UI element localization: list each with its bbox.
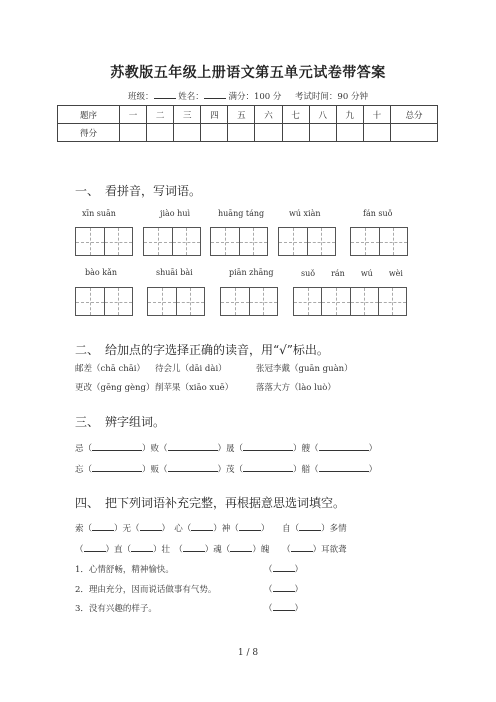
score-cell[interactable] (391, 124, 438, 142)
score-cell[interactable] (228, 124, 255, 142)
answer-blank[interactable] (273, 562, 295, 572)
score-cell[interactable] (120, 124, 147, 142)
char-label: ）贩（ (142, 465, 168, 475)
answer-blank[interactable] (243, 462, 293, 472)
answer-blank[interactable] (291, 542, 313, 552)
pinyin-label: suǒ rán wú wèi (301, 269, 403, 278)
reading-item[interactable]: 邮差（chā chāi） (75, 364, 146, 374)
reading-item[interactable]: 削苹果（xiāo xuē） (155, 383, 234, 393)
answer-blank[interactable] (273, 582, 295, 592)
score-header: 十 (363, 106, 390, 124)
pinyin-label: xīn suān (82, 209, 116, 218)
writing-grid[interactable] (147, 287, 205, 316)
answer-blank[interactable] (239, 521, 261, 531)
answer-blank[interactable] (230, 542, 252, 552)
answer-blank[interactable] (140, 521, 162, 531)
reading-row (75, 381, 336, 393)
answer-blank[interactable] (92, 521, 114, 531)
score-header: 总分 (391, 106, 438, 124)
char-label: ） (368, 444, 378, 454)
score-header: 五 (228, 106, 255, 124)
score-cell[interactable] (309, 124, 336, 142)
writing-grid-four[interactable] (293, 287, 407, 316)
answer-blank[interactable] (183, 542, 205, 552)
idiom-text: ） 心（ (161, 524, 192, 534)
writing-grid[interactable] (220, 287, 278, 316)
pinyin-label: jiào huì (160, 209, 191, 218)
name-blank[interactable] (204, 90, 226, 99)
reading-item[interactable]: 张冠李戴（guān guàn） (256, 364, 353, 374)
reading-item[interactable]: 更改（gēng gèng） (75, 383, 155, 393)
writing-grid[interactable] (75, 227, 133, 256)
reading-item[interactable]: 落落大方（lào luò） (256, 383, 336, 393)
word-group-row (75, 462, 377, 475)
score-row-label: 得分 (58, 124, 120, 142)
score-table (57, 105, 438, 142)
idiom-text: （ (75, 545, 84, 555)
section-2-title: 二、 给加点的字选择正确的读音，用“√”标出。 (75, 343, 329, 357)
score-cell[interactable] (336, 124, 363, 142)
score-header: 八 (309, 106, 336, 124)
char-label: ）晟（ (217, 444, 244, 454)
writing-grid[interactable] (75, 287, 133, 316)
char-label: ）茂（ (217, 465, 244, 475)
answer-blank[interactable] (92, 462, 142, 472)
full-score: 满分：100 分 (228, 92, 282, 102)
writing-grid[interactable] (278, 227, 336, 256)
name-label: 姓名： (178, 92, 204, 102)
answer-blank[interactable] (168, 462, 218, 472)
exam-info (0, 90, 496, 102)
section-3-title: 三、 辨字组词。 (75, 415, 166, 429)
char-label: ）败（ (142, 444, 168, 454)
score-cell[interactable] (201, 124, 228, 142)
reading-row (75, 362, 353, 374)
answer-blank[interactable] (273, 601, 295, 611)
score-header: 七 (282, 106, 309, 124)
score-cell[interactable] (363, 124, 390, 142)
word-group-row (75, 441, 377, 454)
writing-grid[interactable] (210, 227, 268, 256)
idiom-row (75, 521, 347, 534)
question-row: 3．没有兴趣的样子。 （ ） (75, 601, 303, 614)
pinyin-label: bào kǎn (85, 268, 118, 277)
score-header: 二 (147, 106, 174, 124)
exam-time: 考试时间：90 分钟 (294, 92, 368, 102)
idiom-text: ）耳欲聋 (312, 545, 347, 555)
answer-blank[interactable] (319, 441, 369, 451)
pinyin-label: piān zhāng (229, 268, 274, 277)
page-title: 苏教版五年级上册语文第五单元试卷带答案 (110, 65, 386, 81)
score-row (58, 124, 438, 142)
idiom-text: ）壮 （ (153, 545, 183, 555)
answer-blank[interactable] (319, 462, 369, 472)
idiom-text: 索（ (75, 524, 93, 534)
idiom-text: ）神（ (213, 524, 239, 534)
idiom-text: ）直（ (105, 545, 132, 555)
pinyin-label: wú xiàn (289, 209, 321, 218)
char-label: 忘（ (75, 465, 93, 475)
answer-blank[interactable] (131, 542, 153, 552)
pinyin-label: shuāi bài (156, 268, 193, 277)
score-cell[interactable] (174, 124, 201, 142)
idiom-row (75, 542, 347, 555)
answer-blank[interactable] (243, 441, 293, 451)
char-label: 忌（ (75, 444, 93, 454)
score-header: 题序 (58, 106, 120, 124)
question-text: 1．心情舒畅，精神愉快。 (75, 565, 174, 575)
question-row: 2．理由充分，因而说话做事有气势。 （ ） (75, 582, 303, 595)
char-label: ）艘（ (293, 444, 319, 454)
page-number: 1 / 8 (237, 648, 259, 658)
score-header: 六 (255, 106, 282, 124)
score-cell[interactable] (255, 124, 282, 142)
question-row: 1．心情舒畅，精神愉快。 （ ） (75, 562, 303, 575)
pinyin-label: fán suǒ (363, 209, 393, 218)
idiom-text: ）魂（ (204, 545, 231, 555)
answer-blank[interactable] (299, 521, 321, 531)
writing-grid[interactable] (350, 227, 408, 256)
idiom-text: ）魄 （ (252, 545, 291, 555)
answer-blank[interactable] (191, 521, 213, 531)
char-label: ） (368, 465, 378, 475)
question-text: 2．理由充分，因而说话做事有气势。 (75, 585, 217, 595)
question-text: 3．没有兴趣的样子。 (75, 604, 157, 614)
answer-blank[interactable] (84, 542, 106, 552)
class-label: 班级： (128, 92, 154, 102)
score-header: 九 (336, 106, 363, 124)
score-header: 一 (120, 106, 147, 124)
section-1-title: 一、 看拼音，写词语。 (75, 184, 202, 198)
section-4-title: 四、 把下列词语补充完整，再根据意思选词填空。 (75, 496, 346, 510)
idiom-text: ） 自（ (260, 524, 300, 534)
answer-blank[interactable] (168, 441, 218, 451)
score-header: 三 (174, 106, 201, 124)
idiom-text: ）多情 (321, 524, 347, 534)
pinyin-label: huāng táng (218, 209, 265, 218)
score-cell[interactable] (282, 124, 309, 142)
score-cell[interactable] (147, 124, 174, 142)
writing-grid[interactable] (143, 227, 201, 256)
score-header-row (58, 106, 438, 124)
class-blank[interactable] (154, 90, 176, 99)
idiom-text: ）无（ (114, 524, 140, 534)
answer-blank[interactable] (92, 441, 142, 451)
char-label: ）艏（ (293, 465, 319, 475)
reading-item[interactable]: 待会儿（dāi dài） (155, 364, 227, 374)
score-header: 四 (201, 106, 228, 124)
